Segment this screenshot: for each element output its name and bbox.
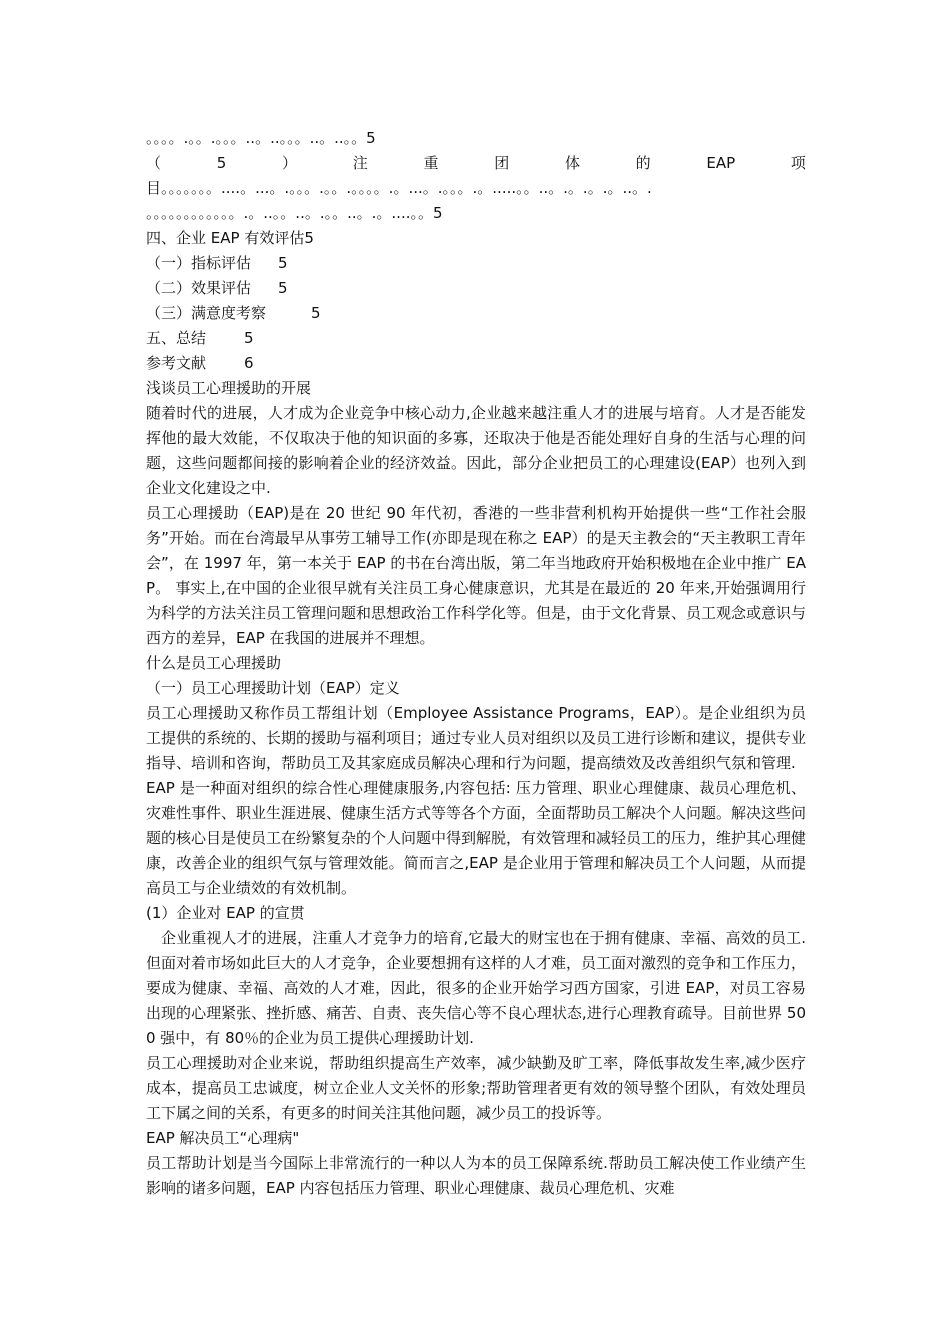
toc-token: 项 xyxy=(790,154,806,172)
toc-entry[interactable] xyxy=(146,226,806,251)
article-title: 浅谈员工心理援助的开展 xyxy=(146,379,312,397)
toc-token: EAP xyxy=(706,154,736,172)
toc-entry-title: （三）满意度考察 xyxy=(146,304,267,322)
toc-entry[interactable] xyxy=(146,251,806,276)
subsection-heading: （一）员工心理援助计划（EAP）定义 xyxy=(146,679,400,697)
toc-dots-line-2: 目。。。。。。。....。...。.。。。.。。.。。。。.。...。.。。。.。.....。。..。.。.。.。..。. xyxy=(146,179,652,197)
toc-entry-title: 四、企业 EAP 有效评估 xyxy=(146,229,305,247)
section-heading: 什么是员工心理援助 xyxy=(146,654,282,672)
toc-entry-page: 5 xyxy=(311,304,321,322)
toc-token: 注 xyxy=(352,154,368,172)
toc-token: 重 xyxy=(423,154,439,172)
toc-entry-page: 6 xyxy=(244,354,254,372)
toc-entry-title: （二）效果评估 xyxy=(146,279,252,297)
paragraph: 随着时代的进展，人才成为企业竞争中核心动力,企业越来越注重人才的进展与培育。人才是否能发挥他的最大效能，不仅取决于他的知识面的多寡，还取决于他是否能处理好自身的生活与心理的问题，这些问题都间接的影响着企业的经济效益。因此，部分企业把员工的心理建设(EAP）也列入到企业文化建设之中. xyxy=(146,404,806,497)
toc-entry-title: （一）指标评估 xyxy=(146,254,252,272)
toc-entry[interactable] xyxy=(146,276,806,301)
toc-entry-title: 五、总结 xyxy=(146,329,207,347)
toc-token: 团 xyxy=(494,154,510,172)
subsection-heading: (1）企业对 EAP 的宣贯 xyxy=(146,904,305,922)
toc-entry[interactable] xyxy=(146,326,806,351)
paragraph: 员工心理援助（EAP)是在 20 世纪 90 年代初，香港的一些非营利机构开始提供一些“工作社会服务”开始。而在台湾最早从事劳工辅导工作(亦即是现在称之 EAP）的是天主教会的“天主教职工青年会”，在 1997 年，第一本关于 EAP 的书在台湾出版，第二年当地政府开始积极地在企业中推广 EAP。 事实上,在中国的企业很早就有关注员工身心健康意识，尤其是在最近的 20 年来,开始强调用行为科学的方法关注员工管理问题和思想政治工作科学化等。但是，由于文化背景、员工观念或意识与西方的差异，EAP 在我国的进展并不理想。 xyxy=(146,504,807,647)
document-body xyxy=(146,126,806,1201)
toc-token: （ xyxy=(146,154,162,172)
toc-entry-page: 5 xyxy=(278,279,288,297)
paragraph: 员工帮助计划是当今国际上非常流行的一种以人为本的员工保障系统.帮助员工解决使工作业绩产生影响的诸多问题，EAP 内容包括压力管理、职业心理健康、裁员心理危机、灾难 xyxy=(146,1154,806,1197)
paragraph: 员工心理援助对企业来说，帮助组织提高生产效率，减少缺勤及旷工率，降低事故发生率,减少医疗成本，提高员工忠诚度，树立企业人文关怀的形象;帮助管理者更有效的领导整个团队，有效处理员工下属之间的关系，有更多的时间关注其他问题，减少员工的投诉等。 xyxy=(146,1054,806,1122)
toc-dots-line-3: 。。。。。。。。。。。。.。..。。..。.。。..。.。....。。5 xyxy=(146,204,443,222)
toc-entry[interactable] xyxy=(146,301,806,326)
toc-entry-title: 参考文献 xyxy=(146,354,207,372)
paragraph: 企业重视人才的进展，注重人才竞争力的培育,它最大的财宝也在于拥有健康、幸福、高效的员工.但面对着市场如此巨大的人才竞争，企业要想拥有这样的人才难，员工面对激烈的竞争和工作压力，要成为健康、幸福、高效的人才难，因此，很多的企业开始学习西方国家，引进 EAP，对员工容易出现的心理紧张、挫折感、痛苦、自责、丧失信心等不良心理状态,进行心理教育疏导。目前世界 500 强中，有 80％的企业为员工提供心理援助计划. xyxy=(146,929,807,1047)
toc-token: 体 xyxy=(564,154,580,172)
toc-entry-page: 5 xyxy=(278,254,288,272)
toc-entry-page: 5 xyxy=(304,229,314,247)
toc-dots-line-1: 。。。。.。。.。。。..。..。。。..。..。。5 xyxy=(146,129,376,147)
toc-token: 5 xyxy=(216,154,227,172)
toc-entry-5-heading xyxy=(146,151,806,176)
toc-token: 的 xyxy=(635,154,651,172)
paragraph: 员工心理援助又称作员工帮组计划（Employee Assistance Programs，EAP）。是企业组织为员工提供的系统的、长期的援助与福利项目；通过专业人员对组织以及员工进行诊断和建议，提供专业指导、培训和咨询，帮助员工及其家庭成员解决心理和行为问题，提高绩效及改善组织气氛和管理. xyxy=(146,704,807,772)
subsection-heading: EAP 解决员工“心理病" xyxy=(146,1129,300,1147)
paragraph: EAP 是一种面对组织的综合性心理健康服务,内容包括: 压力管理、职业心理健康、裁员心理危机、灾难性事件、职业生涯进展、健康生活方式等等各个方面，全面帮助员工解决个人问题。解决这些问题的核心目是使员工在纷繁复杂的个人问题中得到解脱，有效管理和减轻员工的压力，维护其心理健康，改善企业的组织气氛与管理效能。简而言之,EAP 是企业用于管理和解决员工个人问题，从而提高员工与企业绩效的有效机制。 xyxy=(146,779,807,897)
toc-entry-page: 5 xyxy=(244,329,254,347)
toc-entry[interactable] xyxy=(146,351,806,376)
toc-token: ） xyxy=(282,154,298,172)
